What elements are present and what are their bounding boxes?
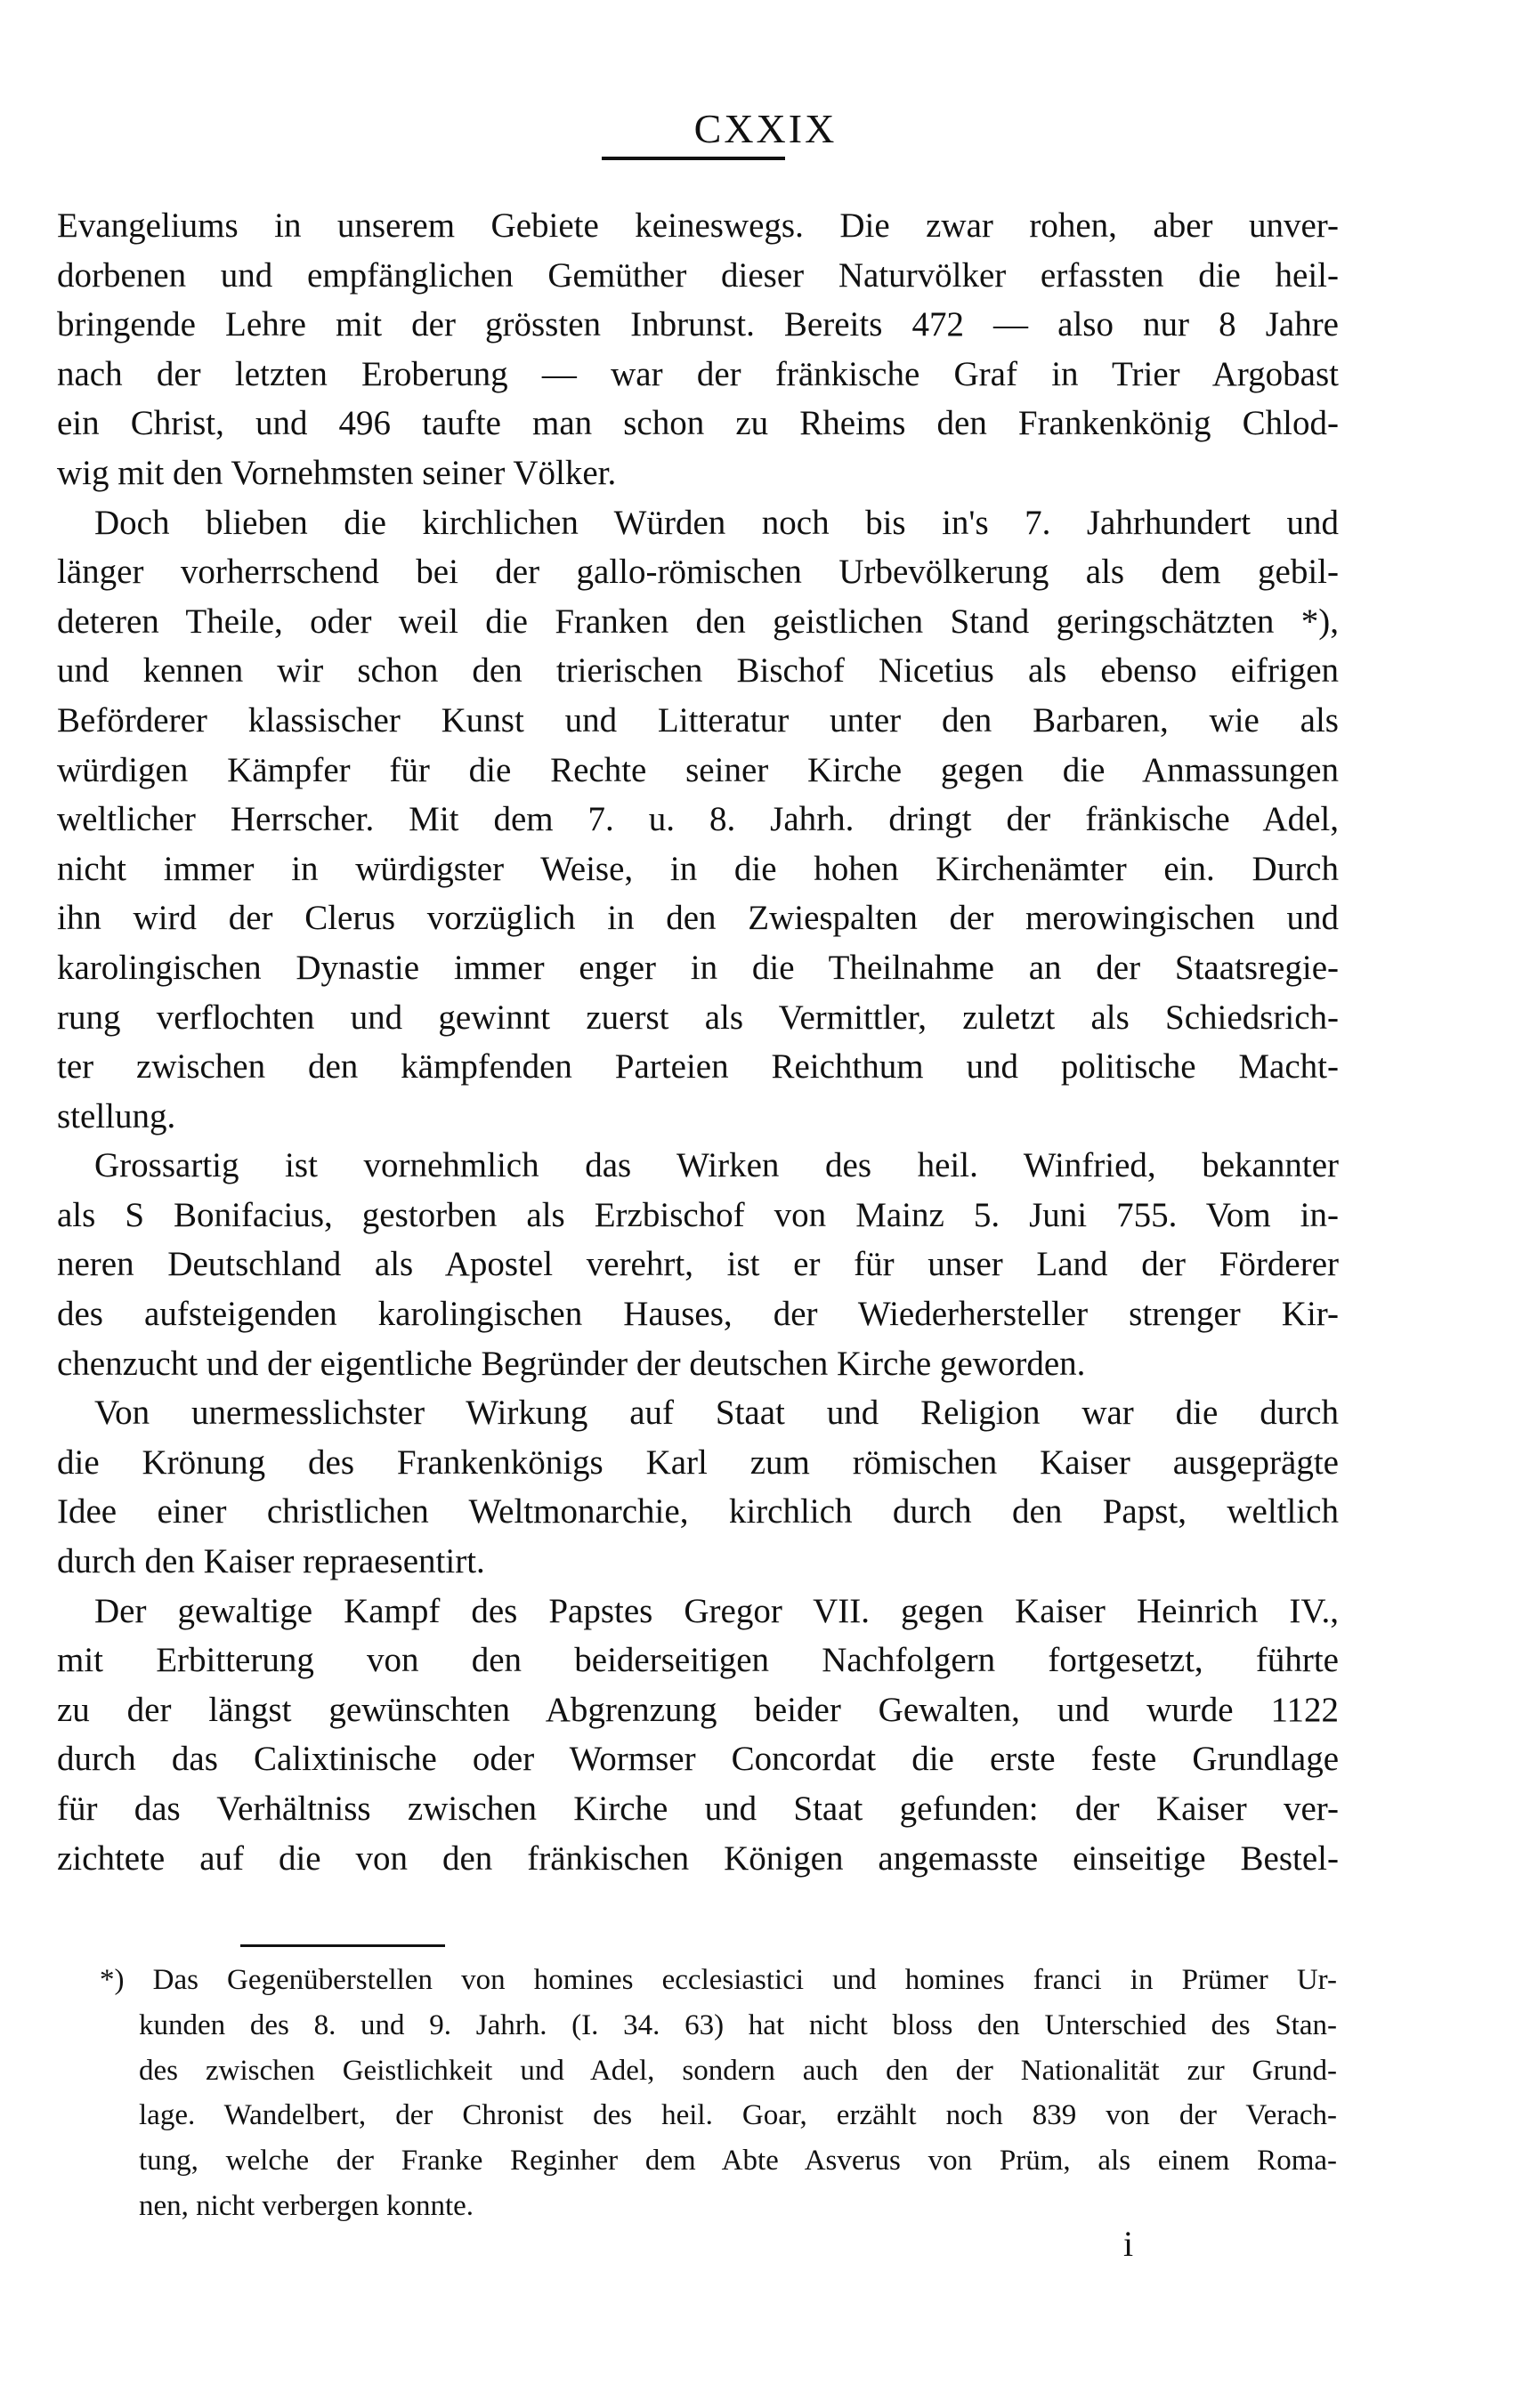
page-number: CXXIX (693, 106, 838, 151)
footnote-line: tung, welche der Franke Reginher dem Abte Asverus von Prüm, als einem Roma- (139, 2145, 1337, 2178)
footnote-line: des zwischen Geistlichkeit und Adel, sondern auch den der Nationalität zur Grund- (139, 2054, 1337, 2087)
footnote-line: kunden des 8. und 9. Jahrh. (I. 34. 63) hat nicht bloss den Unterschied des Stan- (139, 2008, 1337, 2041)
body-line: Grossartig ist vornehmlich das Wirken des heil. Winfried, bekannter (94, 1146, 1339, 1185)
body-line: chenzucht und der eigentliche Begründer der deutschen Kirche geworden. (57, 1344, 1086, 1383)
header-rule (602, 157, 785, 160)
body-line: länger vorherrschend bei der gallo-römischen Urbevölkerung als dem gebil- (57, 553, 1339, 592)
footnote-line: lage. Wandelbert, der Chronist des heil. Goar, erzählt noch 839 von der Verach- (139, 2099, 1337, 2132)
body-line: weltlicher Herrscher. Mit dem 7. u. 8. Jahrh. dringt der fränkische Adel, (57, 800, 1339, 839)
body-line: wig mit den Vornehmsten seiner Völker. (57, 453, 617, 492)
footnote-line: nen, nicht verbergen konnte. (139, 2189, 474, 2222)
body-line: Idee einer christlichen Weltmonarchie, kirchlich durch den Papst, weltlich (57, 1492, 1339, 1531)
signature-mark: i (1123, 2224, 1134, 2264)
body-line: dorbenen und empfänglichen Gemüther dieser Naturvölker erfassten die heil- (57, 255, 1339, 295)
body-line: nicht immer in würdigster Weise, in die hohen Kirchenämter ein. Durch (57, 849, 1339, 888)
body-line: zu der längst gewünschten Abgrenzung beider Gewalten, und wurde 1122 (57, 1690, 1339, 1729)
body-line: durch den Kaiser repraesentirt. (57, 1542, 485, 1581)
body-line: Beförderer klassischer Kunst und Litteratur unter den Barbaren, wie als (57, 700, 1339, 739)
body-line: als S Bonifacius, gestorben als Erzbischof von Mainz 5. Juni 755. Vom in- (57, 1195, 1339, 1234)
footnote-line: *) Das Gegenüberstellen von homines ecclesiastici und homines franci in Prümer Ur- (100, 1964, 1337, 1996)
body-line: Doch blieben die kirchlichen Würden noch bis in's 7. Jahrhundert und (94, 503, 1339, 542)
body-line: zichtete auf die von den fränkischen Königen angemasste einseitige Bestel- (57, 1838, 1339, 1878)
body-line: ter zwischen den kämpfenden Parteien Reichthum und politische Macht- (57, 1047, 1339, 1087)
body-line: ihn wird der Clerus vorzüglich in den Zwiespalten der merowingischen und (57, 899, 1339, 938)
body-line: karolingischen Dynastie immer enger in die Theilnahme an der Staatsregie- (57, 948, 1339, 987)
body-line: Der gewaltige Kampf des Papstes Gregor VII. gegen Kaiser Heinrich IV., (94, 1591, 1339, 1630)
body-line: des aufsteigenden karolingischen Hauses, der Wiederhersteller strenger Kir- (57, 1295, 1339, 1334)
body-line: rung verflochten und gewinnt zuerst als Vermittler, zuletzt als Schiedsrich- (57, 998, 1339, 1037)
body-line: durch das Calixtinische oder Wormser Concordat die erste feste Grundlage (57, 1740, 1339, 1779)
body-line: und kennen wir schon den trierischen Bischof Nicetius als ebenso eifrigen (57, 651, 1339, 691)
body-line: ein Christ, und 496 taufte man schon zu Rheims den Frankenkönig Chlod- (57, 404, 1339, 443)
body-line: mit Erbitterung von den beiderseitigen Nachfolgern fortgesetzt, führte (57, 1641, 1339, 1680)
body-text (57, 201, 1339, 1883)
body-line: die Krönung des Frankenkönigs Karl zum römischen Kaiser ausgeprägte (57, 1442, 1339, 1482)
body-line: deteren Theile, oder weil die Franken den geistlichen Stand geringschätzten *), (57, 602, 1339, 641)
body-line: Evangeliums in unserem Gebiete keineswegs. Die zwar rohen, aber unver- (57, 206, 1339, 245)
page-header (0, 105, 1531, 158)
body-line: stellung. (57, 1096, 176, 1135)
body-line: nach der letzten Eroberung — war der fränkische Graf in Trier Argobast (57, 354, 1339, 393)
body-line: würdigen Kämpfer für die Rechte seiner Kirche gegen die Anmassungen (57, 750, 1339, 789)
body-line: für das Verhältniss zwischen Kirche und Staat gefunden: der Kaiser ver- (57, 1790, 1339, 1828)
footnotes (100, 1958, 1337, 2229)
body-line: neren Deutschland als Apostel verehrt, ist er für unser Land der Förderer (57, 1245, 1339, 1284)
body-line: bringende Lehre mit der grössten Inbrunst. Bereits 472 — also nur 8 Jahre (57, 305, 1339, 344)
footnote-rule (240, 1944, 445, 1947)
body-line: Von unermesslichster Wirkung auf Staat und Religion war die durch (94, 1394, 1339, 1433)
